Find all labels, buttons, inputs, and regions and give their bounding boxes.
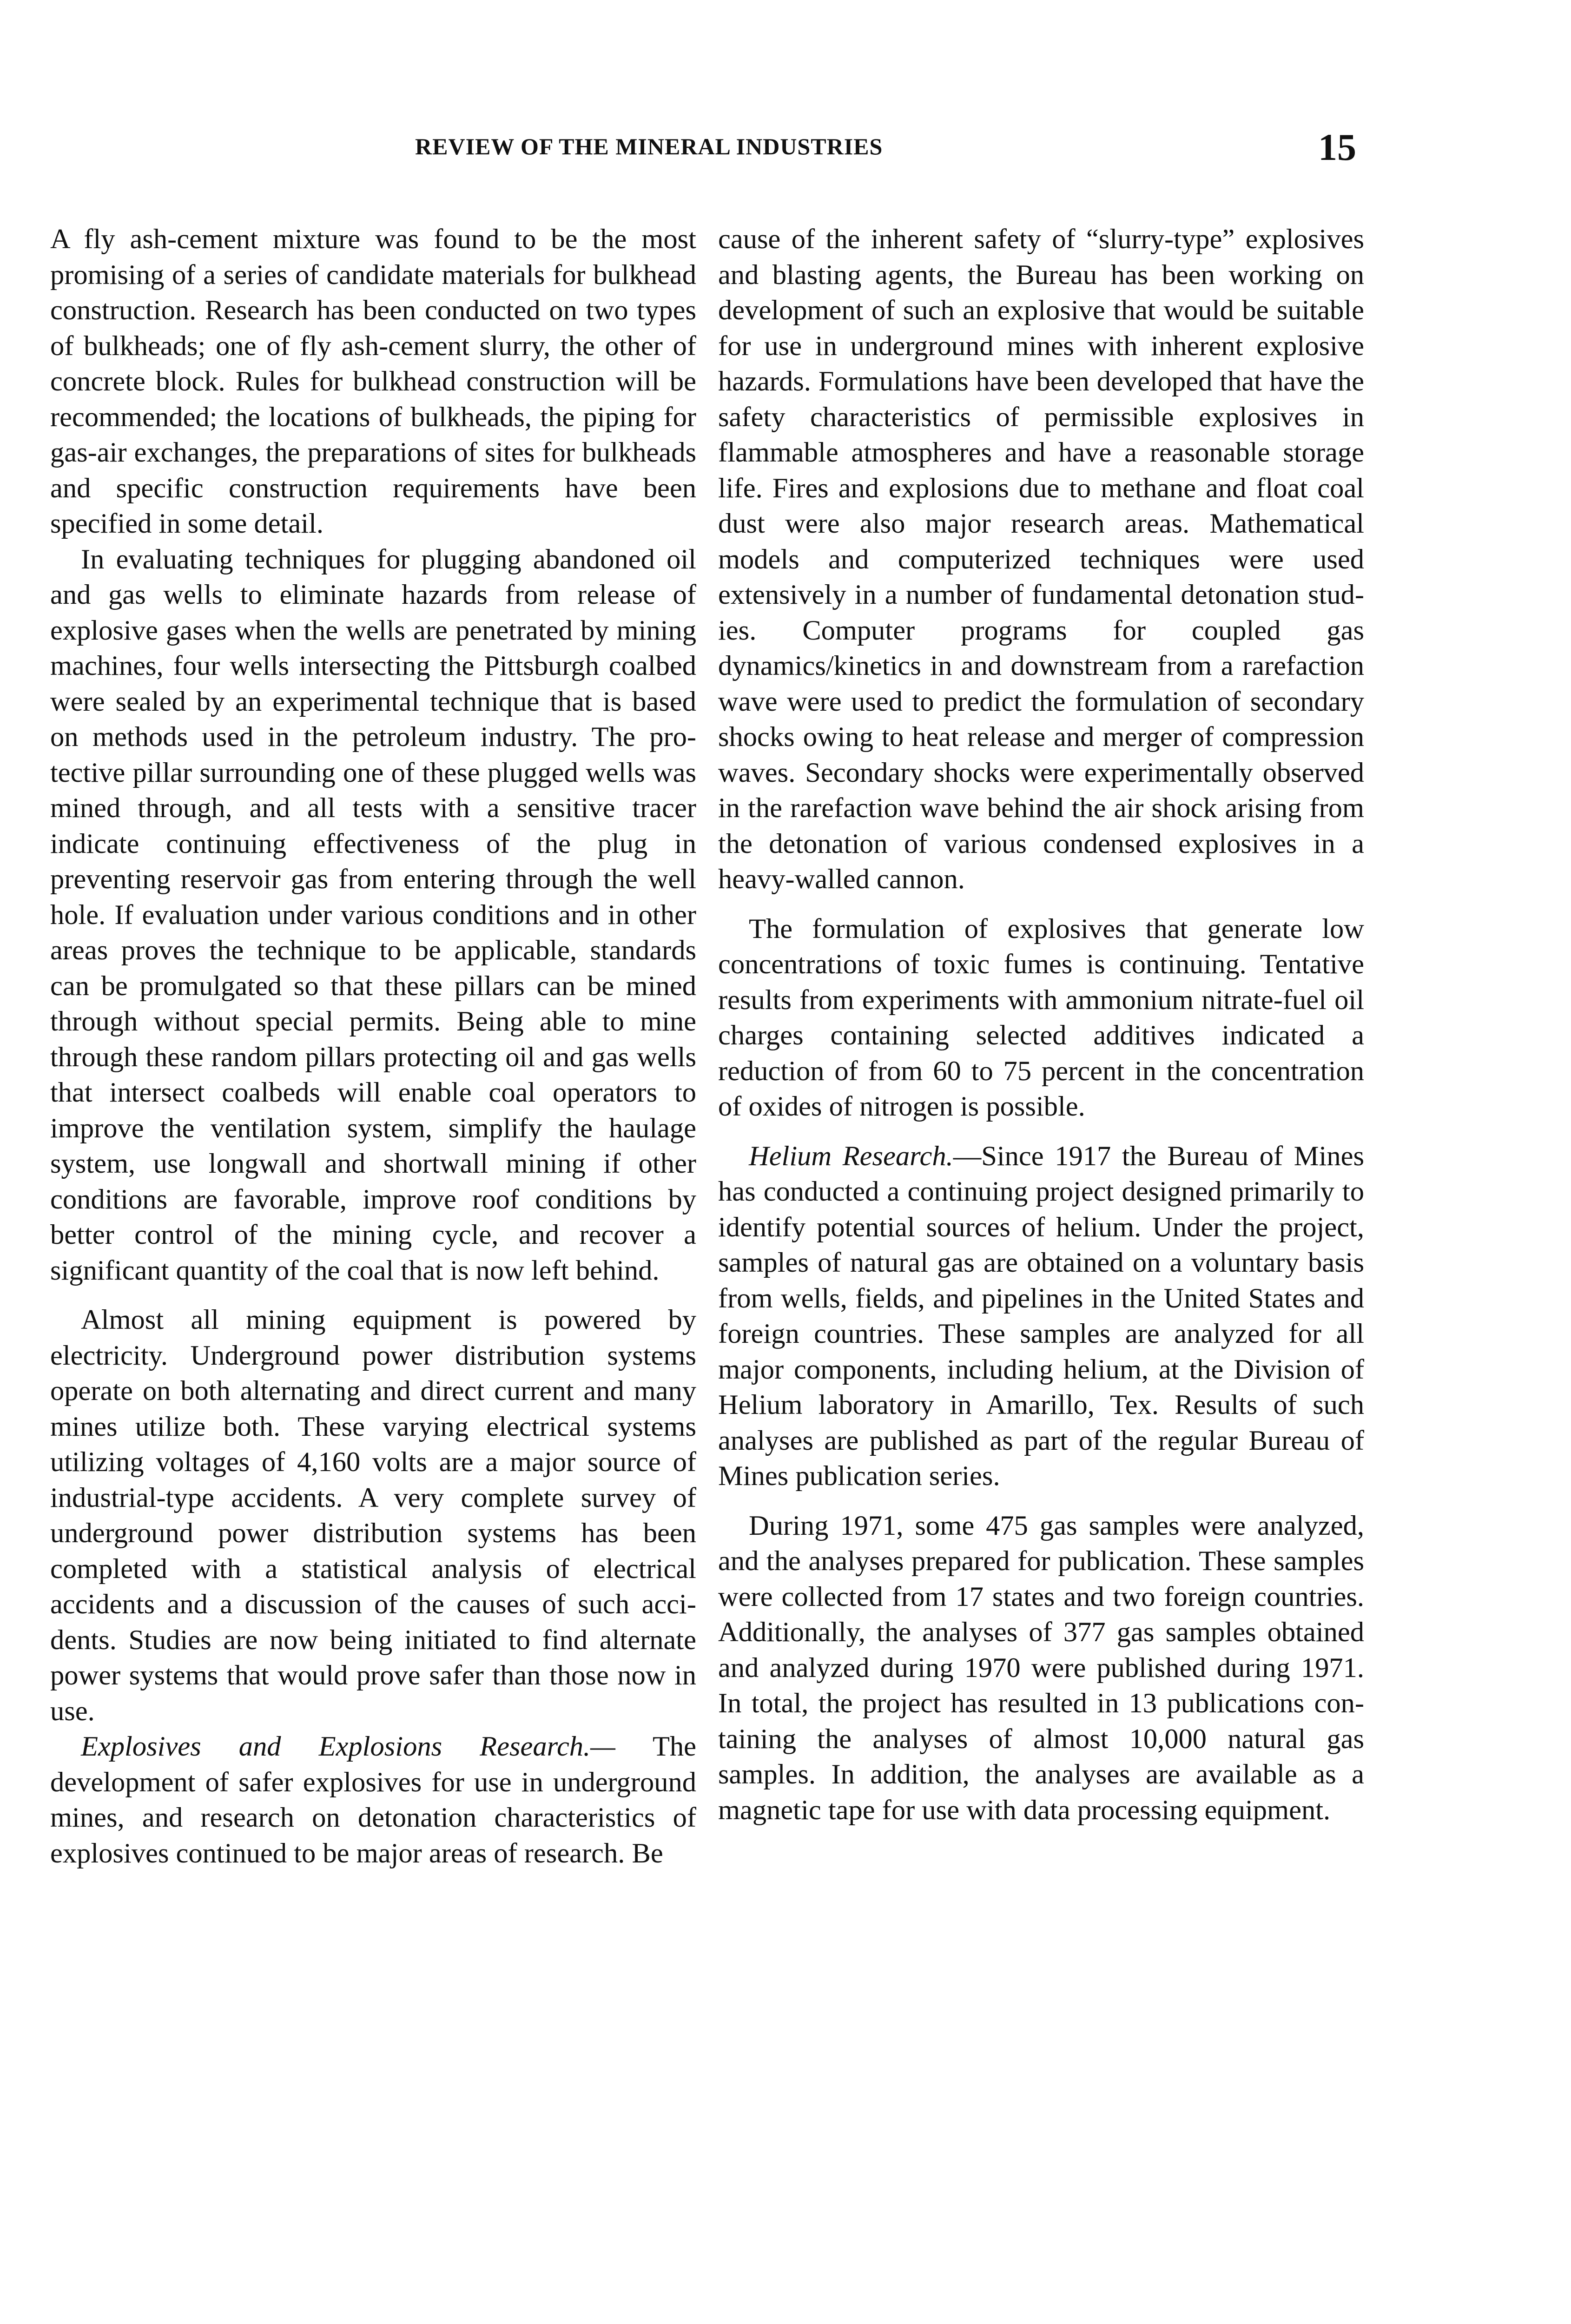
left-column	[50, 222, 696, 1871]
running-title: REVIEW OF THE MINERAL INDUSTRIES	[415, 133, 883, 159]
paragraph-well-plugging: In evaluating techniques for plugging abandoned oil and gas wells to eliminate hazards from release of explosive gases when the wells are penetrated by mining machines, four wells intersecting the Pittsburgh coalbed were sealed by an experimental technique that is based on methods used in the petroleum industry. The protective pillar surrounding one of these plugged wells was mined through, and all tests with a sensitive tracer indicate continuing effectiveness of the plug in preventing reservoir gas from entering through the well hole. If evaluation under various conditions and in other areas proves the technique to be applicable, standards can be promulgated so that these pillars can be mined through without special permits. Being able to mine through these random pillars protecting oil and gas wells that intersect coalbeds will enable coal operators to improve the ventilation system, simplify the haulage system, use longwall and shortwall mining if other conditions are favorable, improve roof conditions by better control of the mining cycle, and recover a significant quantity of the coal that is now left behind.	[50, 543, 696, 1286]
paragraph-explosives-text: The development of safer explosives for use in underground mines, and research on detonation characteristics of explosives continued to be major areas of research. Be	[50, 1731, 697, 1869]
right-column	[718, 222, 1364, 1828]
section-heading-helium: Helium Research.	[749, 1140, 953, 1172]
paragraph-slurry-explosives: cause of the inherent safety of “slurry-type” explosives and blasting agents, the Bureau has been working on development of such an explosive that would be suitable for use in underground mines with inherent explosive hazards. Formulations have been developed that have the safety characteristics of permissible explosives in flammable atmospheres and have a reasonable storage life. Fires and explosions due to methane and float coal dust were also major research areas. Mathematical models and computerized techniques were used extensively in a number of fundamental detonation studies. Computer programs for coupled gas dynamics/kinetics in and downstream from a rarefaction wave were used to predict the formulation of secondary shocks owing to heat release and merger of compression waves. Secondary shocks were experimentally observed in the rarefaction wave behind the air shock arising from the detonation of various condensed explosives in a heavy-walled cannon.	[718, 224, 1364, 895]
paragraph-bulkhead-materials: A fly ash-cement mixture was found to be the most promising of a series of candidate materials for bulkhead construction. Research has been conducted on two types of bulkheads; one of fly ash-cement slurry, the other of concrete block. Rules for bulkhead construction will be recommended; the locations of bulkheads, the piping for gas-air exchanges, the preparations of sites for bulkheads and specific construction requirements have been specified in some detail.	[50, 224, 696, 539]
paragraph-helium-research	[718, 1139, 1364, 1494]
paragraph-explosives-research	[50, 1729, 696, 1871]
paragraph-electrical-systems: Almost all mining equipment is powered by electricity. Underground power distribution systems operate on both alternating and direct current and many mines utilize both. These varying electrical systems utilizing voltages of 4,160 volts are a major source of industrial-type accidents. A very complete survey of underground power distribution systems has been completed with a statistical analysis of electrical accidents and a discussion of the causes of such accidents. Studies are now being initiated to find alternate power systems that would prove safer than those now in use.	[50, 1304, 696, 1727]
page-header	[0, 126, 1571, 168]
page-number: 15	[1318, 126, 1356, 168]
paragraph-toxic-fumes: The formulation of explosives that generate low concentrations of toxic fumes is continuing. Tentative results from experiments with ammonium nitrate-fuel oil charges containing selected additives indicated a reduction of from 60 to 75 percent in the concentration of oxides of nitrogen is possible.	[718, 913, 1364, 1122]
paragraph-gas-samples-1971: During 1971, some 475 gas samples were analyzed, and the analyses prepared for publication. These samples were collected from 17 states and two foreign countries. Additionally, the analyses of 377 gas samples obtained and analyzed during 1970 were published during 1971. In total, the project has resulted in 13 publications containing the analyses of almost 10,000 natural gas samples. In addition, the analyses are available as a magnetic tape for use with data processing equipment.	[718, 1510, 1364, 1826]
section-heading-explosives: Explosives and Explosions Research.—	[81, 1731, 615, 1762]
paragraph-helium-text: —Since 1917 the Bureau of Mines has conducted a continuing project designed primarily to identify potential sources of helium. Under the project, samples of natural gas are obtained on a voluntary basis from wells, fields, and pipelines in the United States and foreign countries. These samples are analyzed for all major components, including helium, at the Division of Helium laboratory in Amarillo, Tex. Results of such analyses are published as part of the regular Bureau of Mines publication series.	[718, 1140, 1364, 1492]
